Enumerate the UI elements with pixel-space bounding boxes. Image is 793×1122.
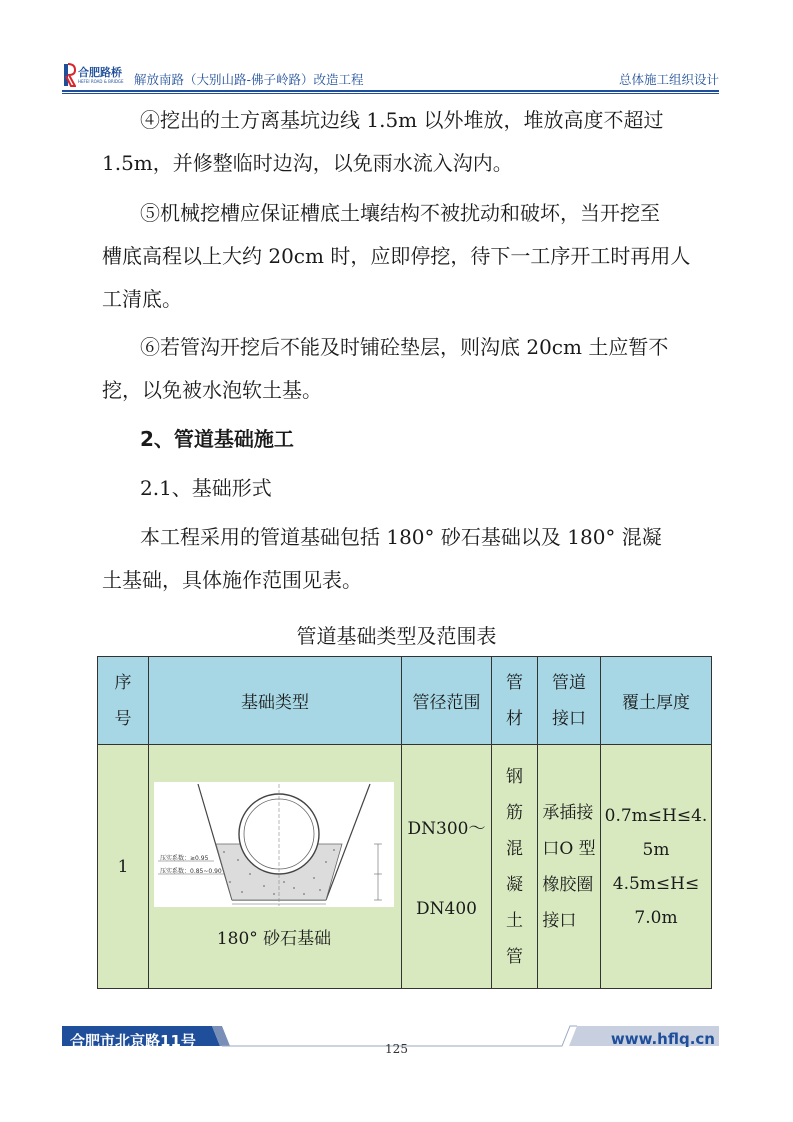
row1-cover-range-1a: 0.7m≤H≤4. (604, 805, 708, 826)
foundation-diagram (154, 782, 394, 907)
foundation-table (97, 656, 712, 989)
para-6-line-2: 挖，以免被水泡软土基。 (102, 378, 322, 402)
row1-cover-range-2b: 7.0m (634, 907, 678, 928)
row1-joint-line: 接口 (542, 910, 577, 931)
footer-website[interactable]: www.hflq.cn (610, 1030, 715, 1048)
row1-mat-char: 混 (506, 838, 523, 859)
section-heading: 2、管道基础施工 (140, 427, 294, 451)
row1-mat-char: 筋 (506, 802, 523, 823)
header-doc-type: 总体施工组织设计 (618, 72, 719, 87)
row1-dia-from: DN300～ (407, 819, 486, 839)
header-joint-line-2: 接口 (552, 708, 586, 729)
row1-joint-line: 承插接 (542, 802, 594, 823)
row1-mat-char: 管 (506, 946, 523, 967)
trench-diagram-icon (154, 782, 394, 907)
header-cell-type: 基础类型 (148, 656, 402, 745)
table-caption: 管道基础类型及范围表 (296, 624, 497, 648)
logo-mark-icon (62, 62, 76, 88)
row1-mat-char: 土 (506, 910, 523, 931)
header-title: 解放南路（大别山路-佛子岭路）改造工程 (134, 72, 364, 87)
row1-mat-char: 凝 (506, 874, 523, 895)
header-cell-cover: 覆土厚度 (600, 656, 712, 745)
row1-cover-range-1b: 5m (642, 839, 670, 860)
header-cell-material (491, 656, 538, 745)
row1-joint (537, 744, 601, 989)
header-rule (62, 90, 719, 92)
row1-material (491, 744, 538, 989)
para-7-line-1: 本工程采用的管道基础包括 180° 砂石基础以及 180° 混凝 (140, 525, 662, 549)
row1-cover-range-2a: 4.5m≤H≤ (612, 873, 700, 894)
para-6-line-1: ⑥若管沟开挖后不能及时铺砼垫层，则沟底 20cm 土应暂不 (140, 335, 669, 359)
header-rule-thin (62, 93, 719, 94)
logo-text: 合肥路桥 (78, 66, 122, 79)
row1-cover (600, 744, 712, 989)
logo-subtext: HEFEI ROAD & BRIDGE (78, 79, 124, 84)
page-number: 125 (385, 1042, 408, 1056)
header-cell-joint (537, 656, 601, 745)
row1-seq: 1 (97, 744, 149, 989)
para-4-line-2: 1.5m，并修整临时边沟，以免雨水流入沟内。 (102, 151, 513, 175)
para-5-line-2: 槽底高程以上大约 20cm 时，应即停挖，待下一工序开工时再用人 (102, 244, 691, 268)
header-mat-char-1: 管 (506, 672, 523, 693)
para-4-line-1: ④挖出的土方离基坑边线 1.5m 以外堆放，堆放高度不超过 (140, 108, 664, 132)
header-seq-char-1: 序 (114, 672, 132, 693)
para-5-line-1: ⑤机械挖槽应保证槽底土壤结构不被扰动和破坏，当开挖至 (140, 201, 660, 225)
header-joint-line-1: 管道 (552, 672, 586, 693)
header-mat-char-2: 材 (506, 708, 523, 729)
page-header (62, 60, 719, 94)
row1-dia-to: DN400 (416, 899, 477, 919)
footer-address: 合肥市北京路11号 (70, 1032, 196, 1050)
header-cell-seq (97, 656, 149, 745)
row1-joint-line: 橡胶圈 (542, 874, 594, 895)
header-cell-dia: 管径范围 (401, 656, 492, 745)
para-7-line-2: 土基础，具体施作范围见表。 (102, 568, 362, 592)
diagram-caption: 180° 砂石基础 (216, 929, 332, 949)
diagram-label-compaction-1: 压实系数：≥0.95 (160, 855, 209, 862)
subsection-heading: 2.1、基础形式 (140, 476, 272, 500)
row1-joint-line: 口O 型 (542, 838, 596, 859)
company-logo (62, 62, 124, 88)
row1-mat-char: 钢 (506, 766, 523, 787)
diagram-label-compaction-2: 压实系数：0.85~0.90 (160, 868, 222, 875)
para-5-line-3: 工清底。 (102, 287, 182, 311)
header-seq-char-2: 号 (114, 708, 132, 729)
row1-dia (401, 744, 492, 989)
